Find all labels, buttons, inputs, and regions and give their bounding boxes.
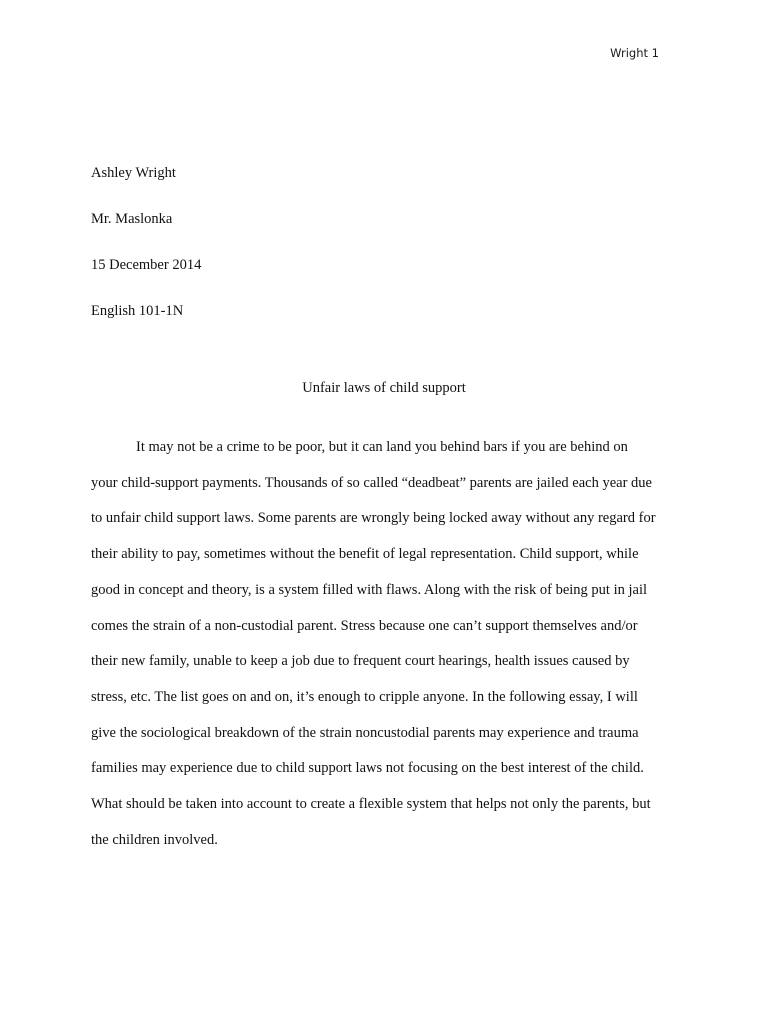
student-name: Ashley Wright [91, 165, 176, 181]
paragraph-line: families may experience due to child support laws not focusing on the best interest of the child. [91, 760, 644, 777]
paragraph-line: give the sociological breakdown of the strain noncustodial parents may experience and trauma [91, 724, 639, 741]
mla-heading [91, 150, 201, 334]
paragraph-line: It may not be a crime to be poor, but it can land you behind bars if you are behind on [136, 439, 628, 455]
running-head: Wright 1 [610, 46, 659, 60]
date-line: 15 December 2014 [91, 257, 202, 273]
paragraph-line: comes the strain of a non-custodial parent. Stress because one can’t support themselves and/or [91, 617, 638, 634]
paragraph-line: to unfair child support laws. Some parents are wrongly being locked away without any regard for [91, 510, 656, 527]
paragraph-line: their ability to pay, sometimes without the benefit of legal representation. Child support, while [91, 546, 639, 563]
paragraph-line: stress, etc. The list goes on and on, it’s enough to cripple anyone. In the following essay, I will [91, 688, 638, 705]
paragraph-line: your child-support payments. Thousands of so called “deadbeat” parents are jailed each year due [91, 474, 652, 491]
body-paragraph [91, 430, 691, 858]
course-line: English 101-1N [91, 303, 184, 319]
paragraph-line: What should be taken into account to create a flexible system that helps not only the parents, but [91, 796, 651, 813]
paragraph-line: good in concept and theory, is a system filled with flaws. Along with the risk of being put in jail [91, 581, 648, 598]
essay-title: Unfair laws of child support [302, 380, 466, 396]
paragraph-line: the children involved. [91, 831, 218, 848]
instructor-name: Mr. Maslonka [91, 211, 173, 227]
paragraph-line: their new family, unable to keep a job due to frequent court hearings, health issues caused by [91, 653, 630, 670]
